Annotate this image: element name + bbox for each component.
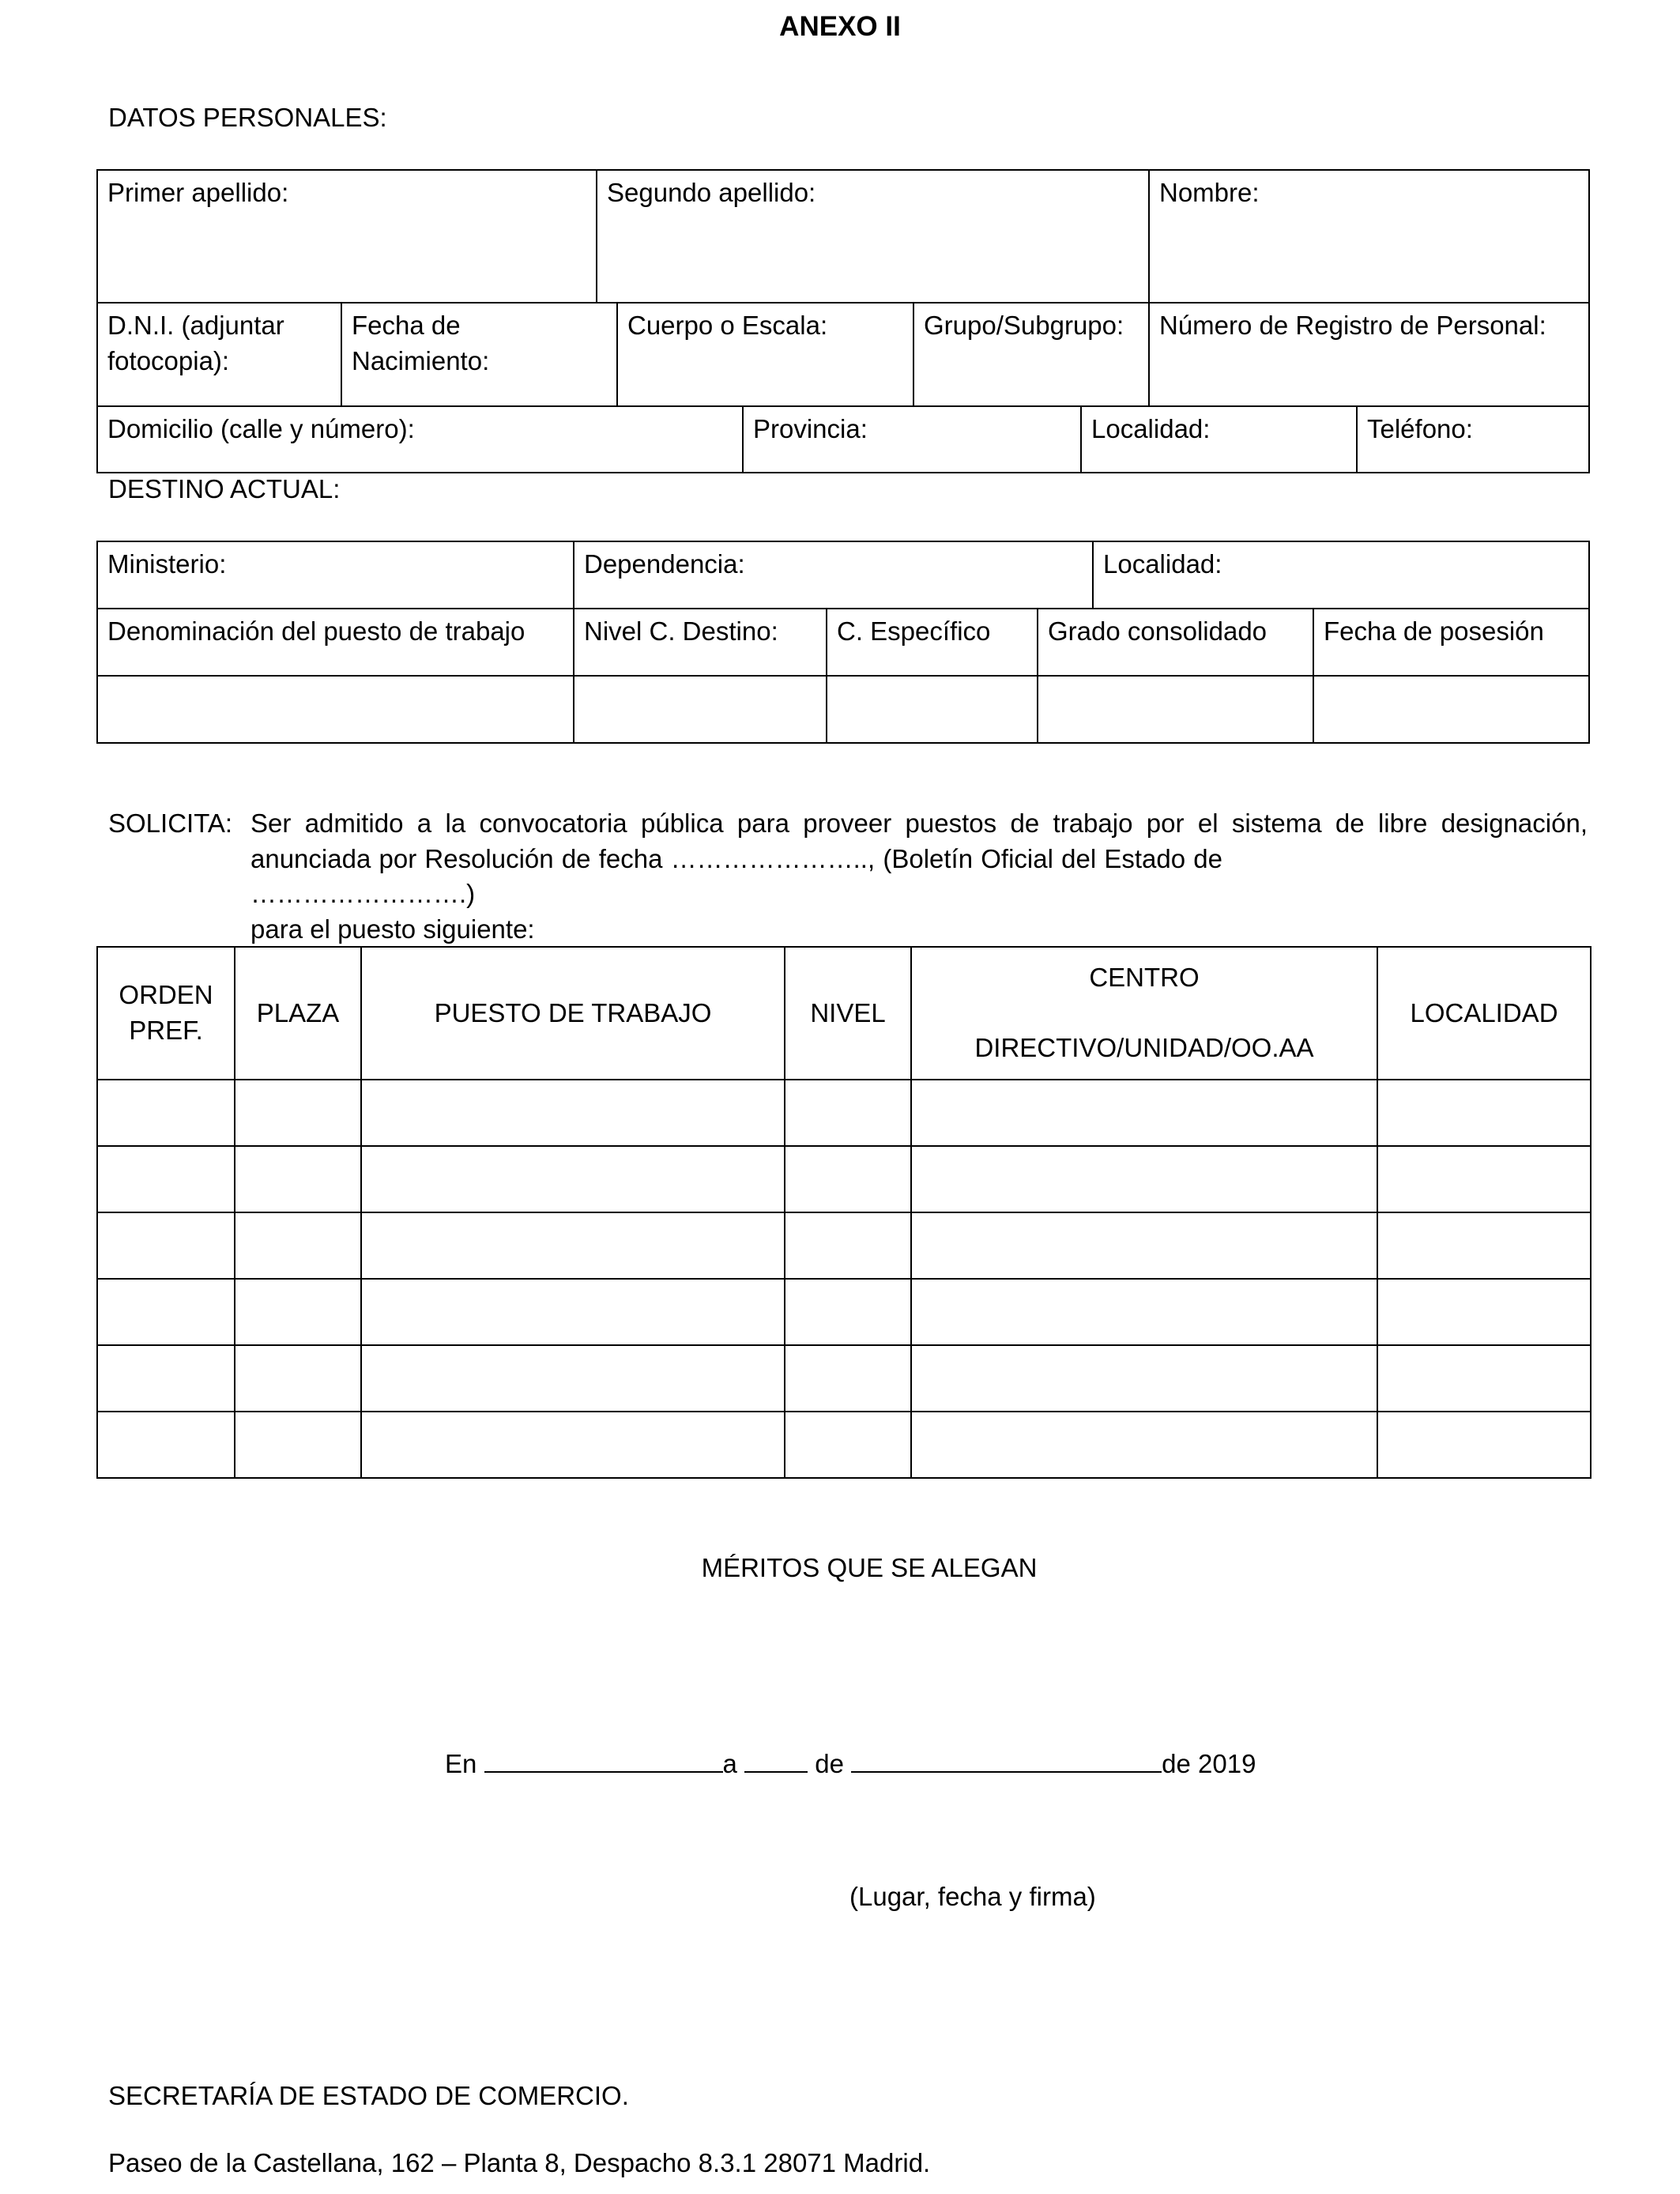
telefono-field[interactable] [1356, 405, 1590, 473]
col-localidad: LOCALIDAD [1377, 947, 1591, 1080]
table-row [97, 1146, 1591, 1212]
year-label: de 2019 [1162, 1749, 1256, 1778]
denominacion-header [96, 608, 574, 677]
table-cell[interactable] [97, 1412, 235, 1478]
table-cell[interactable] [361, 1279, 785, 1345]
domicilio-label: Domicilio (calle y número): [107, 414, 415, 443]
table-cell[interactable] [785, 1279, 911, 1345]
footer-address: Paseo de la Castellana, 162 – Planta 8, Despacho 8.3.1 28071 Madrid. [108, 2148, 931, 2177]
table-row [97, 1212, 1591, 1279]
table-cell[interactable] [361, 1212, 785, 1279]
col-nivel: NIVEL [785, 947, 911, 1080]
table-cell[interactable] [1377, 1080, 1591, 1146]
destino-localidad-field[interactable] [1092, 541, 1590, 609]
table-cell[interactable] [235, 1146, 361, 1212]
provincia-label: Provincia: [753, 414, 868, 443]
col-plaza: PLAZA [235, 947, 361, 1080]
lugar-blank[interactable] [484, 1747, 723, 1773]
nivel-destino-input[interactable] [573, 675, 827, 744]
personal-heading: DATOS PERSONALES: [108, 103, 387, 132]
solicita-line-3: para el puesto siguiente: [250, 914, 535, 944]
grado-label: Grado consolidado [1048, 616, 1268, 646]
table-cell[interactable] [97, 1345, 235, 1412]
provincia-field[interactable] [742, 405, 1082, 473]
table-cell[interactable] [1377, 1345, 1591, 1412]
solicita-paragraph [108, 806, 1588, 947]
table-cell[interactable] [911, 1279, 1377, 1345]
segundo-apellido-label: Segundo apellido: [607, 178, 816, 207]
nombre-field[interactable] [1148, 169, 1590, 303]
table-cell[interactable] [97, 1212, 235, 1279]
col-orden-pref: ORDEN PREF. [97, 947, 235, 1080]
denominacion-input[interactable] [96, 675, 574, 744]
fecha-posesion-header [1313, 608, 1590, 677]
table-cell[interactable] [235, 1345, 361, 1412]
domicilio-field[interactable] [96, 405, 744, 473]
grupo-subgrupo-field[interactable] [913, 302, 1150, 407]
table-row [97, 1345, 1591, 1412]
table-cell[interactable] [1377, 1212, 1591, 1279]
table-cell[interactable] [1377, 1279, 1591, 1345]
primer-apellido-field[interactable] [96, 169, 597, 303]
table-cell[interactable] [97, 1279, 235, 1345]
especifico-label: C. Específico [837, 616, 991, 646]
fecha-nacimiento-field[interactable] [341, 302, 618, 407]
table-cell[interactable] [97, 1080, 235, 1146]
en-label: En [445, 1749, 477, 1778]
dni-field[interactable] [96, 302, 342, 407]
nivel-destino-header [573, 608, 827, 677]
signature-note: (Lugar, fecha y firma) [849, 1882, 1096, 1911]
ministerio-label: Ministerio: [107, 549, 227, 579]
table-cell[interactable] [1377, 1412, 1591, 1478]
telefono-label: Teléfono: [1367, 414, 1473, 443]
grado-input[interactable] [1037, 675, 1314, 744]
dependencia-field[interactable] [573, 541, 1094, 609]
cuerpo-escala-field[interactable] [616, 302, 914, 407]
grado-header [1037, 608, 1314, 677]
a-label: a [722, 1749, 737, 1778]
dependencia-label: Dependencia: [584, 549, 745, 579]
table-cell[interactable] [361, 1080, 785, 1146]
col-puesto: PUESTO DE TRABAJO [361, 947, 785, 1080]
localidad-field[interactable] [1080, 405, 1358, 473]
segundo-apellido-field[interactable] [596, 169, 1150, 303]
nrp-label: Número de Registro de Personal: [1159, 311, 1546, 340]
table-cell[interactable] [361, 1412, 785, 1478]
solicita-label: SOLICITA: [108, 809, 233, 838]
nrp-field[interactable] [1148, 302, 1590, 407]
table-cell[interactable] [361, 1146, 785, 1212]
meritos-heading: MÉRITOS QUE SE ALEGAN [701, 1553, 1038, 1582]
fecha-nacimiento-label: Fecha de Nacimiento: [352, 311, 490, 375]
fecha-posesion-label: Fecha de posesión [1324, 616, 1544, 646]
destino-localidad-label: Localidad: [1103, 549, 1222, 579]
footer-org: SECRETARÍA DE ESTADO DE COMERCIO. [108, 2081, 629, 2110]
table-cell[interactable] [785, 1146, 911, 1212]
table-cell[interactable] [911, 1412, 1377, 1478]
page-title: ANEXO II [779, 11, 901, 42]
cuerpo-escala-label: Cuerpo o Escala: [627, 311, 828, 340]
solicita-line-2: anunciada por Resolución de fecha ………………….., (Boletín Oficial del Estado de …………………….) [250, 843, 1222, 909]
table-cell[interactable] [785, 1212, 911, 1279]
table-cell[interactable] [911, 1345, 1377, 1412]
table-cell[interactable] [97, 1146, 235, 1212]
ministerio-field[interactable] [96, 541, 574, 609]
table-cell[interactable] [235, 1412, 361, 1478]
table-cell[interactable] [361, 1345, 785, 1412]
fecha-posesion-input[interactable] [1313, 675, 1590, 744]
dni-label: D.N.I. (adjuntar fotocopia): [107, 311, 284, 375]
destino-heading: DESTINO ACTUAL: [108, 474, 341, 503]
table-cell[interactable] [785, 1412, 911, 1478]
primer-apellido-label: Primer apellido: [107, 178, 289, 207]
table-cell[interactable] [235, 1080, 361, 1146]
localidad-label: Localidad: [1091, 414, 1211, 443]
table-cell[interactable] [911, 1212, 1377, 1279]
table-cell[interactable] [785, 1345, 911, 1412]
col-centro: CENTRO DIRECTIVO/UNIDAD/OO.AA [911, 947, 1377, 1080]
grupo-subgrupo-label: Grupo/Subgrupo: [924, 311, 1124, 340]
dia-blank[interactable] [744, 1747, 808, 1773]
nivel-destino-label: Nivel C. Destino: [584, 616, 778, 646]
solicita-line-1: Ser admitido a la convocatoria pública para proveer puestos de trabajo por el sistema de libre designación, [250, 809, 1588, 838]
signature-line [445, 1747, 1256, 1782]
nombre-label: Nombre: [1159, 178, 1260, 207]
mes-blank[interactable] [851, 1747, 1162, 1773]
table-cell[interactable] [785, 1080, 911, 1146]
table-row [97, 1279, 1591, 1345]
positions-table [96, 946, 1591, 1479]
table-row [97, 1080, 1591, 1146]
table-cell[interactable] [911, 1080, 1377, 1146]
denominacion-label: Denominación del puesto de trabajo [107, 616, 525, 646]
especifico-input[interactable] [826, 675, 1038, 744]
table-cell[interactable] [1377, 1146, 1591, 1212]
de-label: de [815, 1749, 844, 1778]
especifico-header [826, 608, 1038, 677]
table-cell[interactable] [911, 1146, 1377, 1212]
table-row [97, 1412, 1591, 1478]
table-cell[interactable] [235, 1279, 361, 1345]
table-cell[interactable] [235, 1212, 361, 1279]
